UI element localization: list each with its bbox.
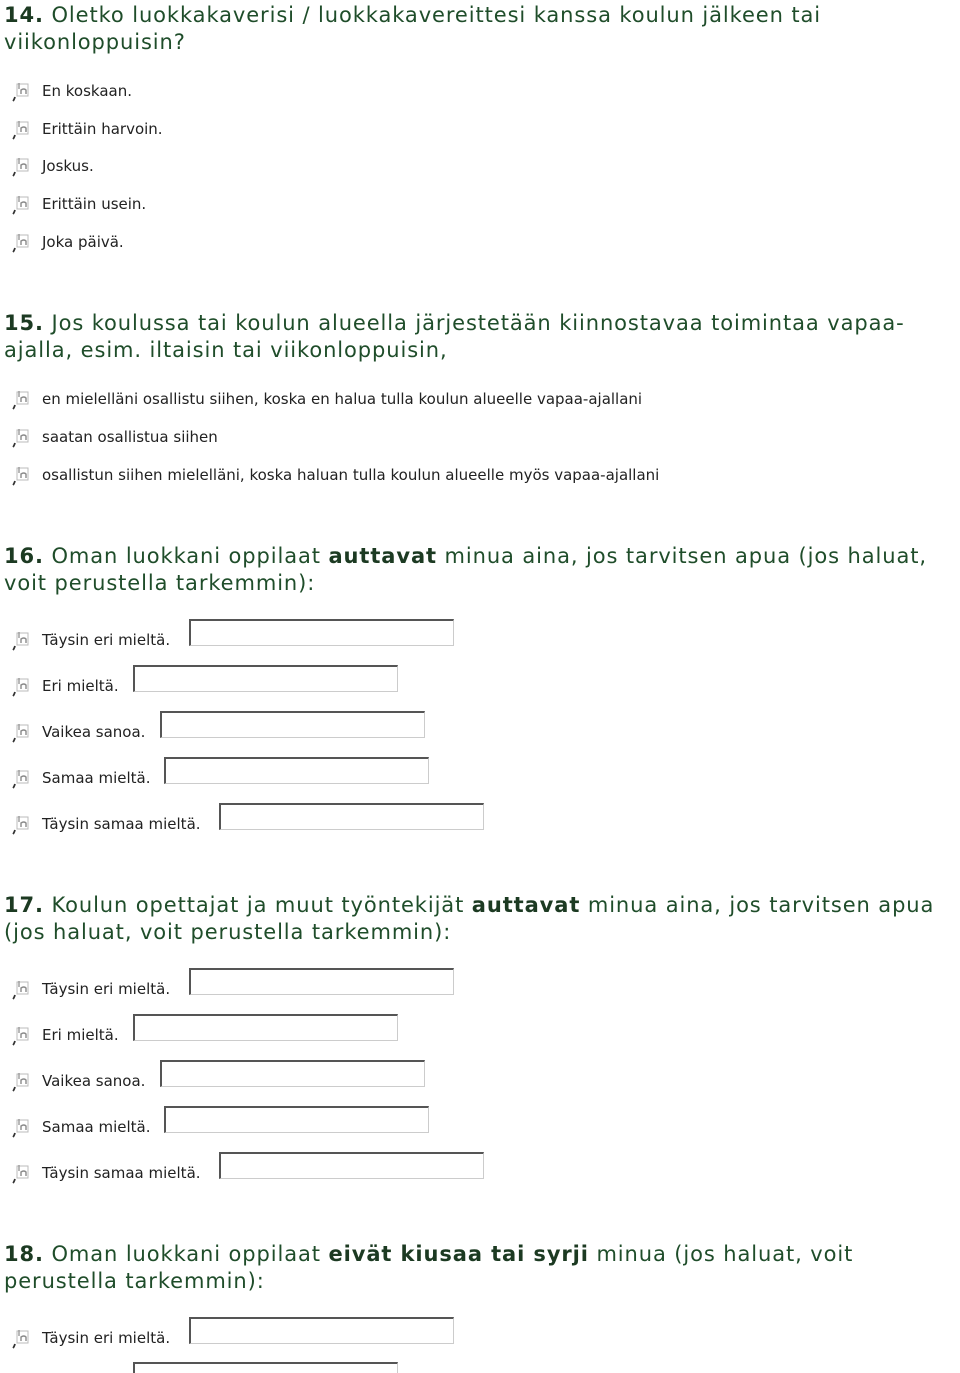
radio-button-icon[interactable] bbox=[12, 978, 32, 1000]
radio-button-icon[interactable] bbox=[12, 118, 32, 140]
radio-button-icon[interactable] bbox=[12, 1327, 32, 1349]
option-label: Täysin eri mieltä. bbox=[42, 631, 171, 649]
question-text: Jos koulussa tai koulun alueella järjestetään kiinnostavaa toimintaa vapaa-ajalla, esim. iltaisin tai viikonloppuisin, bbox=[4, 311, 905, 362]
question-number: 18. bbox=[4, 1242, 44, 1266]
radio-button-icon[interactable] bbox=[12, 231, 32, 253]
radio-button-icon[interactable] bbox=[12, 388, 32, 410]
question-emphasis: eivät kiusaa tai syrji bbox=[328, 1242, 589, 1266]
radio-button-icon[interactable] bbox=[12, 675, 32, 697]
option-label: Erittäin harvoin. bbox=[42, 120, 163, 138]
option-label: Täysin eri mieltä. bbox=[42, 1329, 171, 1347]
comment-textbox[interactable] bbox=[164, 1106, 429, 1133]
option-label: Joka päivä. bbox=[42, 233, 124, 251]
question-text-start: Oman luokkani oppilaat bbox=[51, 544, 321, 568]
radio-button-icon[interactable] bbox=[12, 1070, 32, 1092]
option-label: en mielelläni osallistu siihen, koska en halua tulla koulun alueelle vapaa-ajallani bbox=[42, 390, 643, 408]
radio-button-icon[interactable] bbox=[12, 1162, 32, 1184]
question-number: 16. bbox=[4, 544, 44, 568]
question-16-title bbox=[4, 543, 956, 597]
comment-textbox[interactable] bbox=[160, 1060, 425, 1087]
comment-textbox[interactable] bbox=[189, 619, 454, 646]
comment-textbox[interactable] bbox=[189, 1317, 454, 1344]
option-label: Täysin samaa mieltä. bbox=[42, 815, 201, 833]
radio-button-icon[interactable] bbox=[12, 721, 32, 743]
option-label: Erittäin usein. bbox=[42, 195, 147, 213]
question-number: 14. bbox=[4, 3, 44, 27]
question-emphasis: auttavat bbox=[471, 893, 581, 917]
option-label: saatan osallistua siihen bbox=[42, 428, 218, 446]
question-text-end: minua (jos haluat, voit perustella tarkemmin): bbox=[4, 1242, 854, 1293]
option-label: Vaikea sanoa. bbox=[42, 723, 146, 741]
comment-textbox[interactable] bbox=[164, 757, 429, 784]
question-text: Oletko luokkakaverisi / luokkakavereittesi kanssa koulun jälkeen tai viikonloppuisin? bbox=[4, 3, 822, 54]
radio-button-icon[interactable] bbox=[12, 464, 32, 486]
option-label: Eri mieltä. bbox=[42, 677, 119, 695]
option-label: En koskaan. bbox=[42, 82, 132, 100]
question-18-title bbox=[4, 1241, 956, 1295]
comment-textbox[interactable] bbox=[189, 968, 454, 995]
option-label: osallistun siihen mielelläni, koska haluan tulla koulun alueelle myös vapaa-ajallani bbox=[42, 466, 660, 484]
radio-button-icon[interactable] bbox=[12, 767, 32, 789]
comment-textbox[interactable] bbox=[219, 803, 484, 830]
radio-button-icon[interactable] bbox=[12, 813, 32, 835]
option-label: Täysin eri mieltä. bbox=[42, 980, 171, 998]
question-text-start: Koulun opettajat ja muut työntekijät bbox=[51, 893, 465, 917]
question-15-title bbox=[4, 310, 956, 364]
radio-button-icon[interactable] bbox=[12, 80, 32, 102]
question-text-end: minua aina, jos tarvitsen apua (jos haluat, voit perustella tarkemmin): bbox=[4, 893, 935, 944]
comment-textbox[interactable] bbox=[133, 1014, 398, 1041]
comment-textbox[interactable] bbox=[219, 1152, 484, 1179]
question-number: 17. bbox=[4, 893, 44, 917]
radio-button-icon[interactable] bbox=[12, 193, 32, 215]
option-label: Joskus. bbox=[42, 157, 94, 175]
option-label: Täysin samaa mieltä. bbox=[42, 1164, 201, 1182]
option-label: Vaikea sanoa. bbox=[42, 1072, 146, 1090]
radio-button-icon[interactable] bbox=[12, 426, 32, 448]
question-14-title bbox=[4, 2, 956, 56]
question-emphasis: auttavat bbox=[328, 544, 437, 568]
question-number: 15. bbox=[4, 311, 44, 335]
option-label: Eri mieltä. bbox=[42, 1026, 119, 1044]
question-text-end: minua aina, jos tarvitsen apua (jos haluat, voit perustella tarkemmin): bbox=[4, 544, 927, 595]
option-label: Samaa mieltä. bbox=[42, 1118, 151, 1136]
radio-button-icon[interactable] bbox=[12, 1024, 32, 1046]
comment-textbox[interactable] bbox=[133, 1362, 398, 1373]
question-text-start: Oman luokkani oppilaat bbox=[51, 1242, 321, 1266]
radio-button-icon[interactable] bbox=[12, 629, 32, 651]
option-label: Samaa mieltä. bbox=[42, 769, 151, 787]
radio-button-icon[interactable] bbox=[12, 155, 32, 177]
question-17-title bbox=[4, 892, 956, 946]
radio-button-icon[interactable] bbox=[12, 1116, 32, 1138]
comment-textbox[interactable] bbox=[133, 665, 398, 692]
comment-textbox[interactable] bbox=[160, 711, 425, 738]
